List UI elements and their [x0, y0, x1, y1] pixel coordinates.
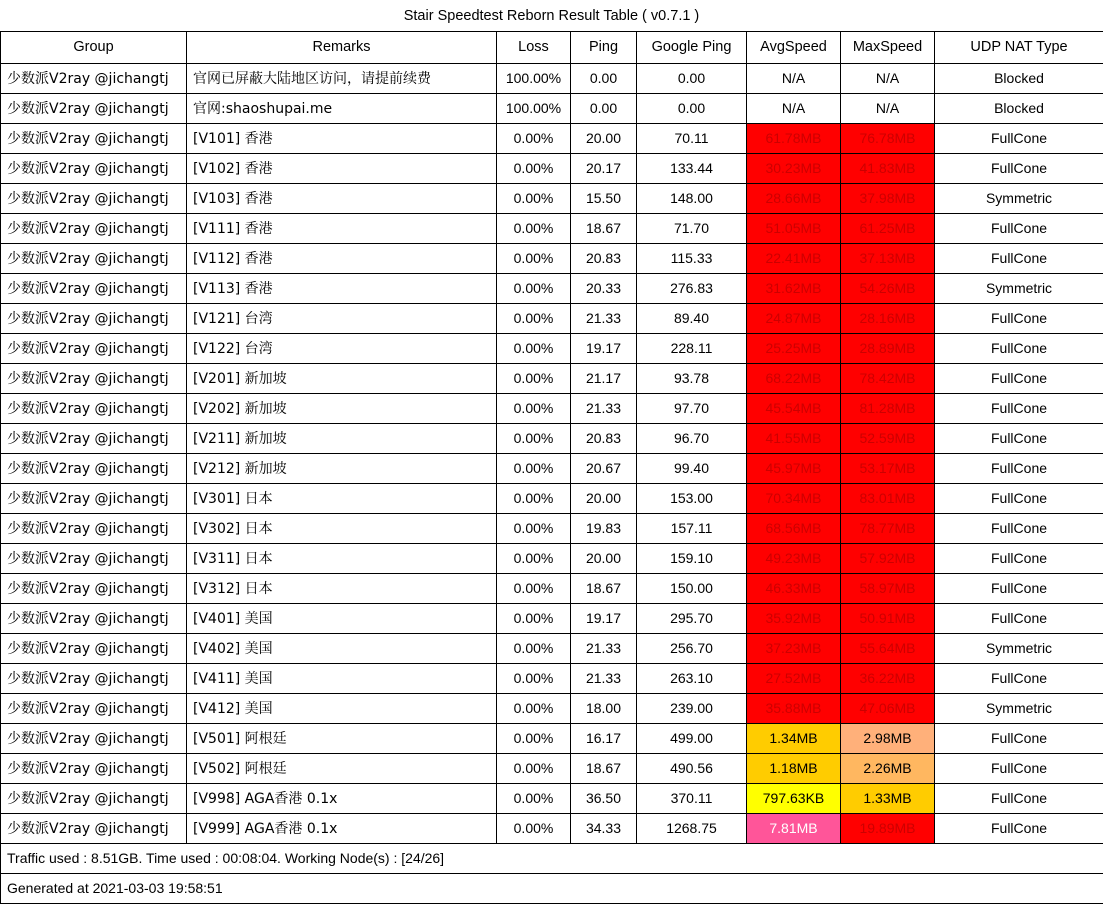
cell-avgspeed: 45.97MB	[747, 453, 841, 483]
cell-group: 少数派V2ray @jichangtj	[1, 753, 187, 783]
cell-loss: 0.00%	[497, 483, 571, 513]
table-row	[1, 63, 1103, 93]
cell-google-ping: 71.70	[637, 213, 747, 243]
table-header	[1, 32, 1103, 63]
cell-loss: 0.00%	[497, 543, 571, 573]
cell-avgspeed: 31.62MB	[747, 273, 841, 303]
cell-remarks: [V113] 香港	[187, 273, 497, 303]
cell-group: 少数派V2ray @jichangtj	[1, 273, 187, 303]
page-title: Stair Speedtest Reborn Result Table ( v0.7.1 )	[0, 0, 1103, 32]
cell-udp-nat-type: FullCone	[935, 753, 1103, 783]
cell-loss: 100.00%	[497, 93, 571, 123]
cell-loss: 0.00%	[497, 123, 571, 153]
cell-remarks: [V111] 香港	[187, 213, 497, 243]
cell-group: 少数派V2ray @jichangtj	[1, 693, 187, 723]
table-row	[1, 333, 1103, 363]
cell-maxspeed: 36.22MB	[841, 663, 935, 693]
cell-remarks: [V202] 新加坡	[187, 393, 497, 423]
table-row	[1, 603, 1103, 633]
cell-maxspeed: N/A	[841, 63, 935, 93]
cell-remarks: [V501] 阿根廷	[187, 723, 497, 753]
cell-ping: 20.00	[571, 543, 637, 573]
cell-ping: 21.33	[571, 663, 637, 693]
table-row	[1, 723, 1103, 753]
cell-remarks: [V998] AGA香港 0.1x	[187, 783, 497, 813]
cell-loss: 0.00%	[497, 303, 571, 333]
cell-google-ping: 153.00	[637, 483, 747, 513]
cell-avgspeed: 35.88MB	[747, 693, 841, 723]
cell-avgspeed: 30.23MB	[747, 153, 841, 183]
cell-google-ping: 97.70	[637, 393, 747, 423]
cell-avgspeed: 61.78MB	[747, 123, 841, 153]
cell-avgspeed: 41.55MB	[747, 423, 841, 453]
cell-udp-nat-type: FullCone	[935, 153, 1103, 183]
cell-remarks: [V122] 台湾	[187, 333, 497, 363]
cell-ping: 20.67	[571, 453, 637, 483]
cell-avgspeed: 22.41MB	[747, 243, 841, 273]
cell-loss: 0.00%	[497, 243, 571, 273]
cell-google-ping: 133.44	[637, 153, 747, 183]
cell-ping: 21.17	[571, 363, 637, 393]
cell-udp-nat-type: FullCone	[935, 363, 1103, 393]
cell-google-ping: 499.00	[637, 723, 747, 753]
cell-maxspeed: 47.06MB	[841, 693, 935, 723]
cell-ping: 15.50	[571, 183, 637, 213]
cell-udp-nat-type: Symmetric	[935, 273, 1103, 303]
cell-udp-nat-type: FullCone	[935, 663, 1103, 693]
cell-avgspeed: 51.05MB	[747, 213, 841, 243]
table-row	[1, 153, 1103, 183]
cell-loss: 0.00%	[497, 273, 571, 303]
cell-loss: 0.00%	[497, 393, 571, 423]
table-row	[1, 93, 1103, 123]
cell-remarks: [V201] 新加坡	[187, 363, 497, 393]
cell-maxspeed: 1.33MB	[841, 783, 935, 813]
cell-avgspeed: 27.52MB	[747, 663, 841, 693]
cell-ping: 19.17	[571, 603, 637, 633]
cell-udp-nat-type: FullCone	[935, 543, 1103, 573]
cell-udp-nat-type: FullCone	[935, 573, 1103, 603]
cell-group: 少数派V2ray @jichangtj	[1, 453, 187, 483]
cell-group: 少数派V2ray @jichangtj	[1, 423, 187, 453]
cell-ping: 16.17	[571, 723, 637, 753]
table-row	[1, 423, 1103, 453]
cell-google-ping: 276.83	[637, 273, 747, 303]
cell-maxspeed: 54.26MB	[841, 273, 935, 303]
cell-ping: 20.83	[571, 423, 637, 453]
cell-ping: 18.67	[571, 753, 637, 783]
cell-group: 少数派V2ray @jichangtj	[1, 213, 187, 243]
table-row	[1, 213, 1103, 243]
table-row	[1, 753, 1103, 783]
cell-udp-nat-type: FullCone	[935, 783, 1103, 813]
cell-group: 少数派V2ray @jichangtj	[1, 63, 187, 93]
cell-ping: 0.00	[571, 93, 637, 123]
cell-ping: 0.00	[571, 63, 637, 93]
cell-udp-nat-type: FullCone	[935, 423, 1103, 453]
cell-remarks: [V401] 美国	[187, 603, 497, 633]
cell-group: 少数派V2ray @jichangtj	[1, 723, 187, 753]
cell-maxspeed: 81.28MB	[841, 393, 935, 423]
cell-remarks: [V999] AGA香港 0.1x	[187, 813, 497, 843]
cell-avgspeed: 25.25MB	[747, 333, 841, 363]
column-header-ping: Ping	[571, 32, 637, 63]
cell-avgspeed: 70.34MB	[747, 483, 841, 513]
cell-avgspeed: N/A	[747, 93, 841, 123]
column-header-google-ping: Google Ping	[637, 32, 747, 63]
cell-maxspeed: 37.13MB	[841, 243, 935, 273]
cell-avgspeed: 49.23MB	[747, 543, 841, 573]
cell-google-ping: 239.00	[637, 693, 747, 723]
cell-udp-nat-type: FullCone	[935, 393, 1103, 423]
table-row	[1, 453, 1103, 483]
cell-loss: 0.00%	[497, 453, 571, 483]
cell-group: 少数派V2ray @jichangtj	[1, 603, 187, 633]
cell-udp-nat-type: FullCone	[935, 123, 1103, 153]
cell-google-ping: 99.40	[637, 453, 747, 483]
cell-ping: 20.00	[571, 123, 637, 153]
cell-maxspeed: 57.92MB	[841, 543, 935, 573]
cell-loss: 0.00%	[497, 693, 571, 723]
cell-group: 少数派V2ray @jichangtj	[1, 93, 187, 123]
cell-udp-nat-type: Blocked	[935, 63, 1103, 93]
cell-ping: 20.17	[571, 153, 637, 183]
speedtest-result-table	[0, 32, 1103, 904]
cell-maxspeed: 19.89MB	[841, 813, 935, 843]
cell-loss: 0.00%	[497, 213, 571, 243]
table-row	[1, 513, 1103, 543]
cell-maxspeed: 2.98MB	[841, 723, 935, 753]
cell-udp-nat-type: FullCone	[935, 243, 1103, 273]
table-row	[1, 693, 1103, 723]
cell-remarks: [V103] 香港	[187, 183, 497, 213]
cell-loss: 0.00%	[497, 603, 571, 633]
cell-google-ping: 89.40	[637, 303, 747, 333]
cell-avgspeed: 35.92MB	[747, 603, 841, 633]
cell-ping: 19.17	[571, 333, 637, 363]
cell-remarks: [V211] 新加坡	[187, 423, 497, 453]
table-row	[1, 783, 1103, 813]
cell-remarks: 官网:shaoshupai.me	[187, 93, 497, 123]
cell-ping: 21.33	[571, 633, 637, 663]
cell-maxspeed: 50.91MB	[841, 603, 935, 633]
table-row	[1, 573, 1103, 603]
cell-group: 少数派V2ray @jichangtj	[1, 813, 187, 843]
cell-remarks: [V121] 台湾	[187, 303, 497, 333]
cell-ping: 21.33	[571, 303, 637, 333]
cell-remarks: [V212] 新加坡	[187, 453, 497, 483]
cell-group: 少数派V2ray @jichangtj	[1, 153, 187, 183]
table-row	[1, 273, 1103, 303]
cell-avgspeed: 7.81MB	[747, 813, 841, 843]
cell-maxspeed: 41.83MB	[841, 153, 935, 183]
column-header-loss: Loss	[497, 32, 571, 63]
header-row	[1, 32, 1103, 63]
cell-udp-nat-type: FullCone	[935, 513, 1103, 543]
cell-maxspeed: 78.77MB	[841, 513, 935, 543]
cell-maxspeed: 58.97MB	[841, 573, 935, 603]
cell-loss: 0.00%	[497, 813, 571, 843]
cell-udp-nat-type: Symmetric	[935, 633, 1103, 663]
cell-remarks: [V311] 日本	[187, 543, 497, 573]
table-row	[1, 123, 1103, 153]
cell-group: 少数派V2ray @jichangtj	[1, 543, 187, 573]
cell-ping: 21.33	[571, 393, 637, 423]
cell-remarks: [V411] 美国	[187, 663, 497, 693]
cell-group: 少数派V2ray @jichangtj	[1, 513, 187, 543]
table-row	[1, 543, 1103, 573]
cell-remarks: [V412] 美国	[187, 693, 497, 723]
cell-avgspeed: 45.54MB	[747, 393, 841, 423]
table-row	[1, 393, 1103, 423]
table-row	[1, 633, 1103, 663]
table-body	[1, 63, 1103, 843]
cell-udp-nat-type: FullCone	[935, 603, 1103, 633]
cell-google-ping: 159.10	[637, 543, 747, 573]
cell-loss: 0.00%	[497, 183, 571, 213]
cell-group: 少数派V2ray @jichangtj	[1, 123, 187, 153]
cell-group: 少数派V2ray @jichangtj	[1, 483, 187, 513]
traffic-summary: Traffic used : 8.51GB. Time used : 00:08:04. Working Node(s) : [24/26]	[1, 843, 1103, 873]
cell-remarks: [V102] 香港	[187, 153, 497, 183]
cell-ping: 19.83	[571, 513, 637, 543]
cell-udp-nat-type: FullCone	[935, 723, 1103, 753]
cell-maxspeed: 28.89MB	[841, 333, 935, 363]
cell-avgspeed: 37.23MB	[747, 633, 841, 663]
table-row	[1, 303, 1103, 333]
cell-group: 少数派V2ray @jichangtj	[1, 573, 187, 603]
cell-maxspeed: 55.64MB	[841, 633, 935, 663]
cell-udp-nat-type: FullCone	[935, 813, 1103, 843]
table-row	[1, 813, 1103, 843]
cell-google-ping: 0.00	[637, 93, 747, 123]
cell-google-ping: 70.11	[637, 123, 747, 153]
footer-row-generated	[1, 873, 1103, 903]
cell-loss: 100.00%	[497, 63, 571, 93]
cell-loss: 0.00%	[497, 573, 571, 603]
cell-group: 少数派V2ray @jichangtj	[1, 783, 187, 813]
cell-udp-nat-type: FullCone	[935, 213, 1103, 243]
cell-avgspeed: 68.22MB	[747, 363, 841, 393]
cell-udp-nat-type: FullCone	[935, 453, 1103, 483]
cell-group: 少数派V2ray @jichangtj	[1, 243, 187, 273]
cell-group: 少数派V2ray @jichangtj	[1, 663, 187, 693]
cell-google-ping: 157.11	[637, 513, 747, 543]
cell-udp-nat-type: Blocked	[935, 93, 1103, 123]
cell-loss: 0.00%	[497, 153, 571, 183]
cell-google-ping: 256.70	[637, 633, 747, 663]
cell-avgspeed: 24.87MB	[747, 303, 841, 333]
cell-loss: 0.00%	[497, 663, 571, 693]
cell-udp-nat-type: FullCone	[935, 303, 1103, 333]
cell-remarks: [V301] 日本	[187, 483, 497, 513]
cell-maxspeed: 37.98MB	[841, 183, 935, 213]
table-row	[1, 363, 1103, 393]
cell-maxspeed: 83.01MB	[841, 483, 935, 513]
cell-udp-nat-type: Symmetric	[935, 693, 1103, 723]
cell-remarks: [V402] 美国	[187, 633, 497, 663]
cell-maxspeed: 78.42MB	[841, 363, 935, 393]
cell-google-ping: 490.56	[637, 753, 747, 783]
column-header-maxspeed: MaxSpeed	[841, 32, 935, 63]
cell-avgspeed: 1.34MB	[747, 723, 841, 753]
cell-google-ping: 295.70	[637, 603, 747, 633]
column-header-udp-nat-type: UDP NAT Type	[935, 32, 1103, 63]
column-header-group: Group	[1, 32, 187, 63]
cell-udp-nat-type: FullCone	[935, 483, 1103, 513]
cell-google-ping: 228.11	[637, 333, 747, 363]
cell-group: 少数派V2ray @jichangtj	[1, 303, 187, 333]
cell-remarks: 官网已屏蔽大陆地区访问，请提前续费	[187, 63, 497, 93]
cell-avgspeed: 28.66MB	[747, 183, 841, 213]
generated-timestamp: Generated at 2021-03-03 19:58:51	[1, 873, 1103, 903]
column-header-remarks: Remarks	[187, 32, 497, 63]
cell-maxspeed: 52.59MB	[841, 423, 935, 453]
cell-group: 少数派V2ray @jichangtj	[1, 633, 187, 663]
cell-remarks: [V502] 阿根廷	[187, 753, 497, 783]
cell-loss: 0.00%	[497, 783, 571, 813]
cell-remarks: [V101] 香港	[187, 123, 497, 153]
cell-loss: 0.00%	[497, 423, 571, 453]
cell-avgspeed: N/A	[747, 63, 841, 93]
cell-google-ping: 93.78	[637, 363, 747, 393]
cell-loss: 0.00%	[497, 333, 571, 363]
cell-ping: 36.50	[571, 783, 637, 813]
cell-ping: 20.33	[571, 273, 637, 303]
cell-loss: 0.00%	[497, 513, 571, 543]
cell-google-ping: 96.70	[637, 423, 747, 453]
cell-avgspeed: 797.63KB	[747, 783, 841, 813]
cell-avgspeed: 46.33MB	[747, 573, 841, 603]
cell-maxspeed: 28.16MB	[841, 303, 935, 333]
cell-ping: 18.00	[571, 693, 637, 723]
cell-ping: 20.83	[571, 243, 637, 273]
cell-google-ping: 148.00	[637, 183, 747, 213]
table-row	[1, 243, 1103, 273]
cell-remarks: [V312] 日本	[187, 573, 497, 603]
cell-remarks: [V112] 香港	[187, 243, 497, 273]
cell-google-ping: 370.11	[637, 783, 747, 813]
cell-google-ping: 115.33	[637, 243, 747, 273]
table-footer	[1, 843, 1103, 903]
cell-loss: 0.00%	[497, 753, 571, 783]
cell-group: 少数派V2ray @jichangtj	[1, 363, 187, 393]
cell-google-ping: 0.00	[637, 63, 747, 93]
cell-udp-nat-type: Symmetric	[935, 183, 1103, 213]
table-row	[1, 663, 1103, 693]
cell-ping: 18.67	[571, 213, 637, 243]
table-row	[1, 183, 1103, 213]
cell-avgspeed: 68.56MB	[747, 513, 841, 543]
cell-ping: 20.00	[571, 483, 637, 513]
table-row	[1, 483, 1103, 513]
footer-row-traffic	[1, 843, 1103, 873]
cell-maxspeed: 2.26MB	[841, 753, 935, 783]
cell-ping: 18.67	[571, 573, 637, 603]
cell-maxspeed: 61.25MB	[841, 213, 935, 243]
cell-loss: 0.00%	[497, 723, 571, 753]
cell-udp-nat-type: FullCone	[935, 333, 1103, 363]
cell-google-ping: 263.10	[637, 663, 747, 693]
column-header-avgspeed: AvgSpeed	[747, 32, 841, 63]
cell-maxspeed: 76.78MB	[841, 123, 935, 153]
cell-loss: 0.00%	[497, 633, 571, 663]
cell-google-ping: 1268.75	[637, 813, 747, 843]
cell-group: 少数派V2ray @jichangtj	[1, 393, 187, 423]
cell-maxspeed: N/A	[841, 93, 935, 123]
cell-avgspeed: 1.18MB	[747, 753, 841, 783]
cell-maxspeed: 53.17MB	[841, 453, 935, 483]
cell-group: 少数派V2ray @jichangtj	[1, 333, 187, 363]
cell-group: 少数派V2ray @jichangtj	[1, 183, 187, 213]
cell-google-ping: 150.00	[637, 573, 747, 603]
cell-remarks: [V302] 日本	[187, 513, 497, 543]
cell-loss: 0.00%	[497, 363, 571, 393]
cell-ping: 34.33	[571, 813, 637, 843]
